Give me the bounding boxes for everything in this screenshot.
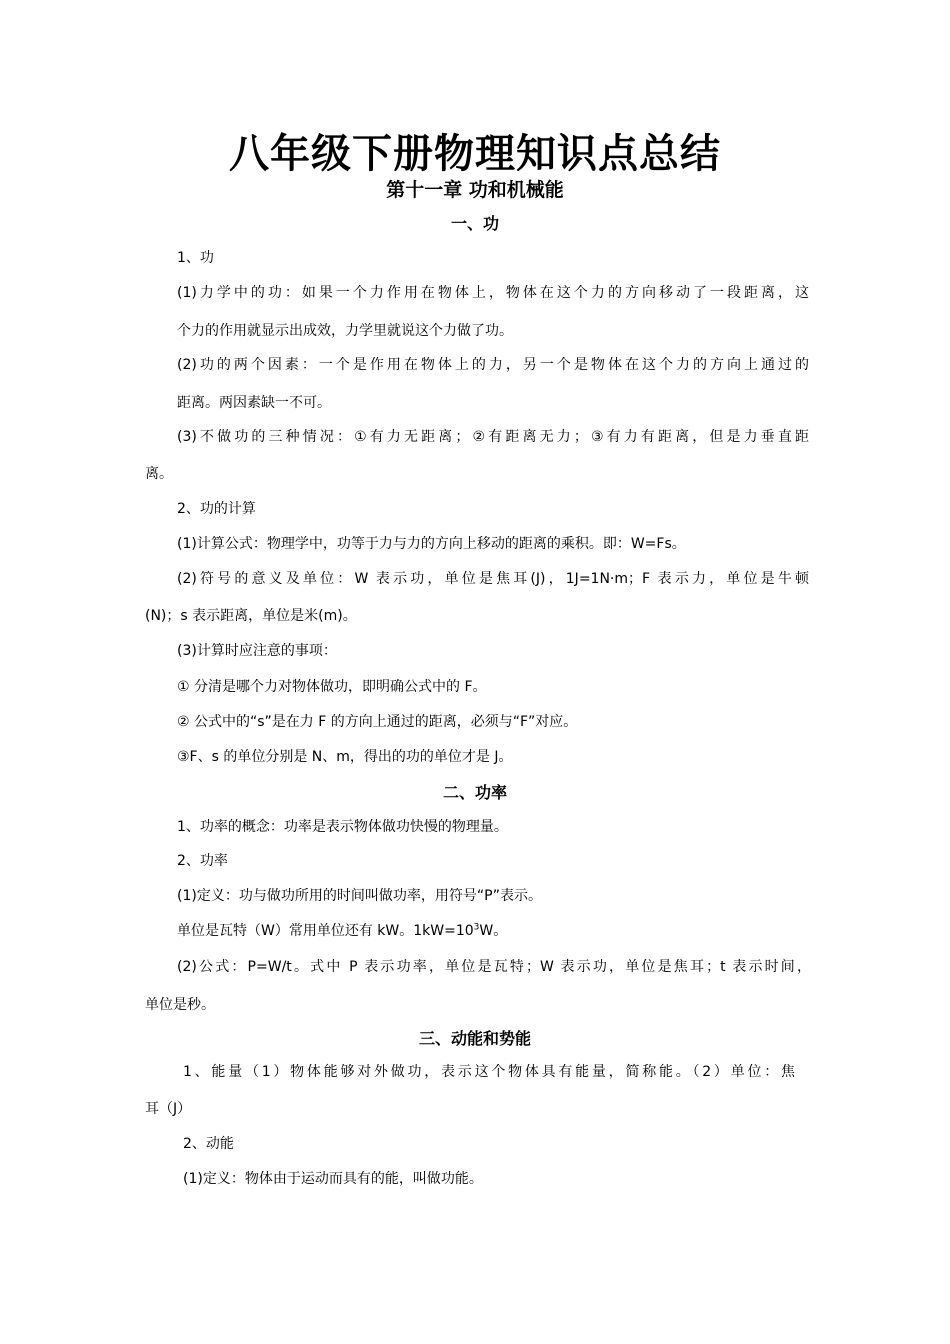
paragraph-line: 1、功 xyxy=(177,250,214,266)
paragraph-line: ③F、s 的单位分别是 N、m，得出的功的单位才是 J。 xyxy=(177,749,513,765)
power-unit-exponent: 3 xyxy=(473,922,480,933)
paragraph-line: (2)功的两个因素：一个是作用在物体上的力，另一个是物体在这个力的方向上通过的 xyxy=(177,357,809,373)
paragraph-line: ② 公式中的“s”是在力 F 的方向上通过的距离，必须与“F”对应。 xyxy=(177,714,578,730)
power-unit-text: 单位是瓦特（W）常用单位还有 kW。1kW=10 xyxy=(177,923,474,939)
power-unit-suffix: W。 xyxy=(479,923,508,939)
paragraph-line: 1、功率的概念：功率是表示物体做功快慢的物理量。 xyxy=(177,819,508,835)
paragraph-line: (3)不做功的三种情况：①有力无距离；②有距离无力；③有力有距离，但是力垂直距 xyxy=(177,429,809,445)
paragraph-line: (3)计算时应注意的事项： xyxy=(177,643,337,659)
paragraph-line: (2)符号的意义及单位：W 表示功，单位是焦耳(J)，1J=1N·m；F 表示力，单位是牛顿 xyxy=(177,571,809,587)
paragraph-line: 2、动能 xyxy=(183,1136,234,1152)
paragraph-line: 1、能量（1）物体能够对外做功，表示这个物体具有能量，简称能。（2）单位：焦 xyxy=(183,1064,795,1080)
paragraph-line: (2)公式：P=W/t。式中 P 表示功率，单位是瓦特；W 表示功，单位是焦耳；t 表示时间， xyxy=(177,959,811,975)
section-heading-energy: 三、动能和势能 xyxy=(418,1029,531,1048)
paragraph-line xyxy=(177,920,507,942)
section-heading-work: 一、功 xyxy=(450,214,499,233)
document-title: 八年级下册物理知识点总结 xyxy=(229,131,721,177)
paragraph-line: 个力的作用就显示出成效，力学里就说这个力做了功。 xyxy=(177,323,513,339)
paragraph-line: 2、功率 xyxy=(177,853,228,869)
paragraph-line: (N)；s 表示距离，单位是米(m)。 xyxy=(145,608,357,624)
paragraph-line: (1)力学中的功：如果一个力作用在物体上，物体在这个力的方向移动了一段距离，这 xyxy=(177,285,809,301)
paragraph-line: ① 分清是哪个力对物体做功，即明确公式中的 F。 xyxy=(177,679,487,695)
paragraph-line: 2、功的计算 xyxy=(177,501,256,517)
paragraph-line: (1)定义：功与做功所用的时间叫做功率，用符号“P”表示。 xyxy=(177,888,543,904)
paragraph-line: 距离。两因素缺一不可。 xyxy=(177,395,331,411)
paragraph-line: (1)定义：物体由于运动而具有的能，叫做功能。 xyxy=(183,1171,483,1187)
paragraph-line: 离。 xyxy=(145,466,173,482)
section-heading-power: 二、功率 xyxy=(442,783,507,802)
paragraph-line: 耳（J） xyxy=(145,1101,192,1117)
paragraph-line: 单位是秒。 xyxy=(145,997,215,1013)
paragraph-line: (1)计算公式：物理学中，功等于力与力的方向上移动的距离的乘积。即：W=Fs。 xyxy=(177,536,686,552)
chapter-title: 第十一章 功和机械能 xyxy=(386,179,564,201)
